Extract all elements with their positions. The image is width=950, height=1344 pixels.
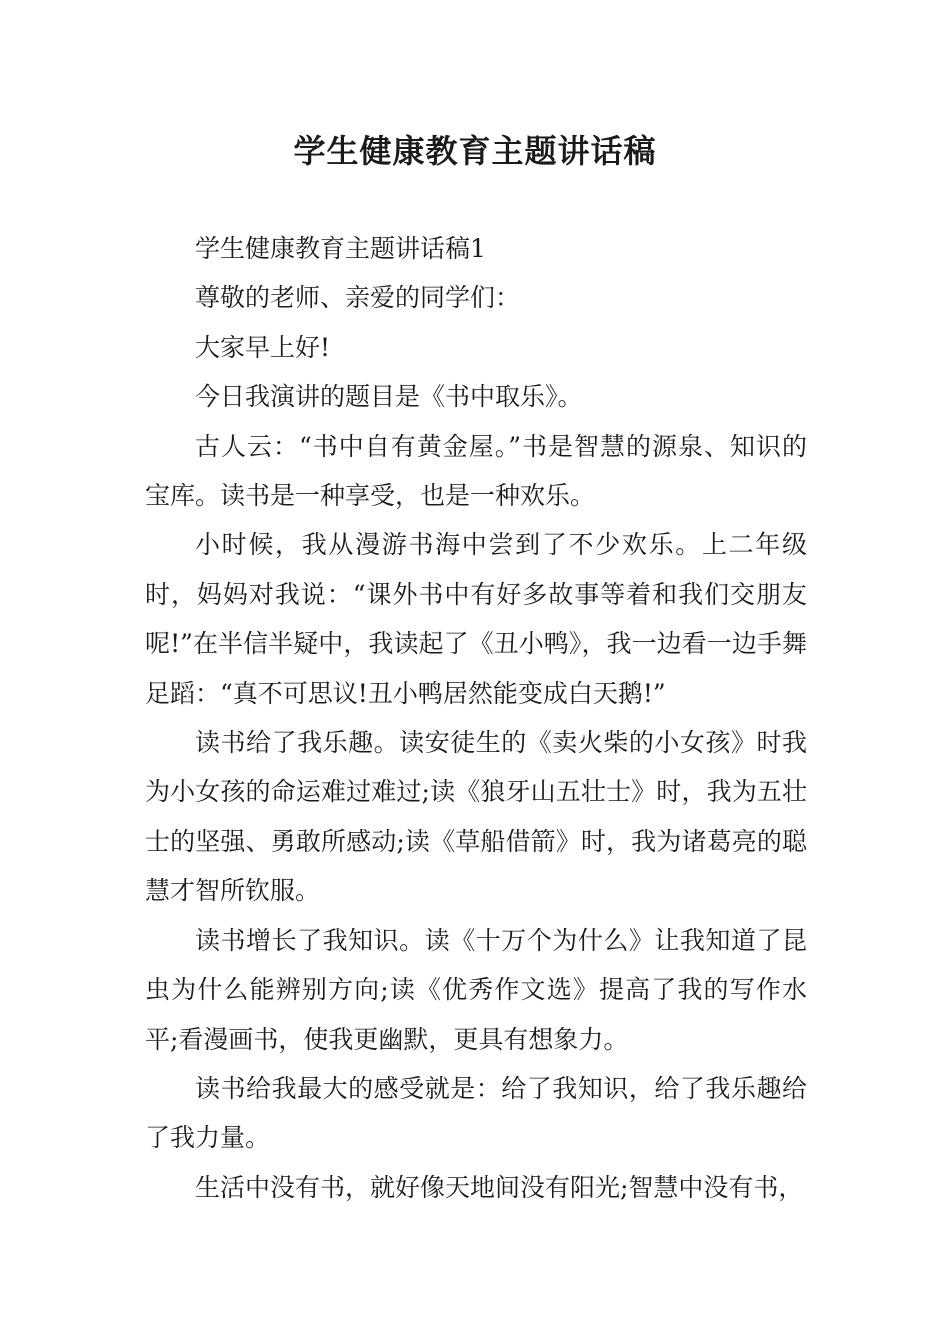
paragraph-morning: 大家早上好! bbox=[195, 332, 331, 362]
paragraph: 读书给了我乐趣。读安徒生的《卖火柴的小女孩》时我为小女孩的命运难过难过;读《狼牙山五壮士》时，我为五壮士的坚强、勇敢所感动;读《草船借箭》时，我为诸葛亮的聪慧才智所钦服。 bbox=[145, 728, 807, 906]
paragraph: 古人云：“书中自有黄金屋。”书是智慧的源泉、知识的宝库。读书是一种享受，也是一种欢乐。 bbox=[145, 431, 807, 511]
paragraph: 生活中没有书，就好像天地间没有阳光;智慧中没有书， bbox=[195, 1172, 804, 1202]
paragraph-subtitle: 学生健康教育主题讲话稿1 bbox=[195, 234, 486, 263]
paragraph: 读书给我最大的感受就是：给了我知识，给了我乐趣给了我力量。 bbox=[145, 1073, 807, 1153]
paragraph: 小时候，我从漫游书海中尝到了不少欢乐。上二年级时，妈妈对我说：“课外书中有好多故事等着和我们交朋友呢!”在半信半疑中，我读起了《丑小鸭》，我一边看一边手舞足蹈：“真不可思议!丑小鸭居然能变成白天鹅!” bbox=[145, 530, 807, 708]
paragraph-greeting: 尊敬的老师、亲爱的同学们： bbox=[195, 283, 521, 313]
document-body bbox=[145, 224, 807, 1212]
paragraph: 读书增长了我知识。读《十万个为什么》让我知道了昆虫为什么能辨别方向;读《优秀作文选》提高了我的写作水平;看漫画书，使我更幽默，更具有想象力。 bbox=[145, 925, 807, 1054]
document-title: 学生健康教育主题讲话稿 bbox=[293, 132, 657, 170]
paragraph-topic: 今日我演讲的题目是《书中取乐》。 bbox=[195, 382, 583, 412]
